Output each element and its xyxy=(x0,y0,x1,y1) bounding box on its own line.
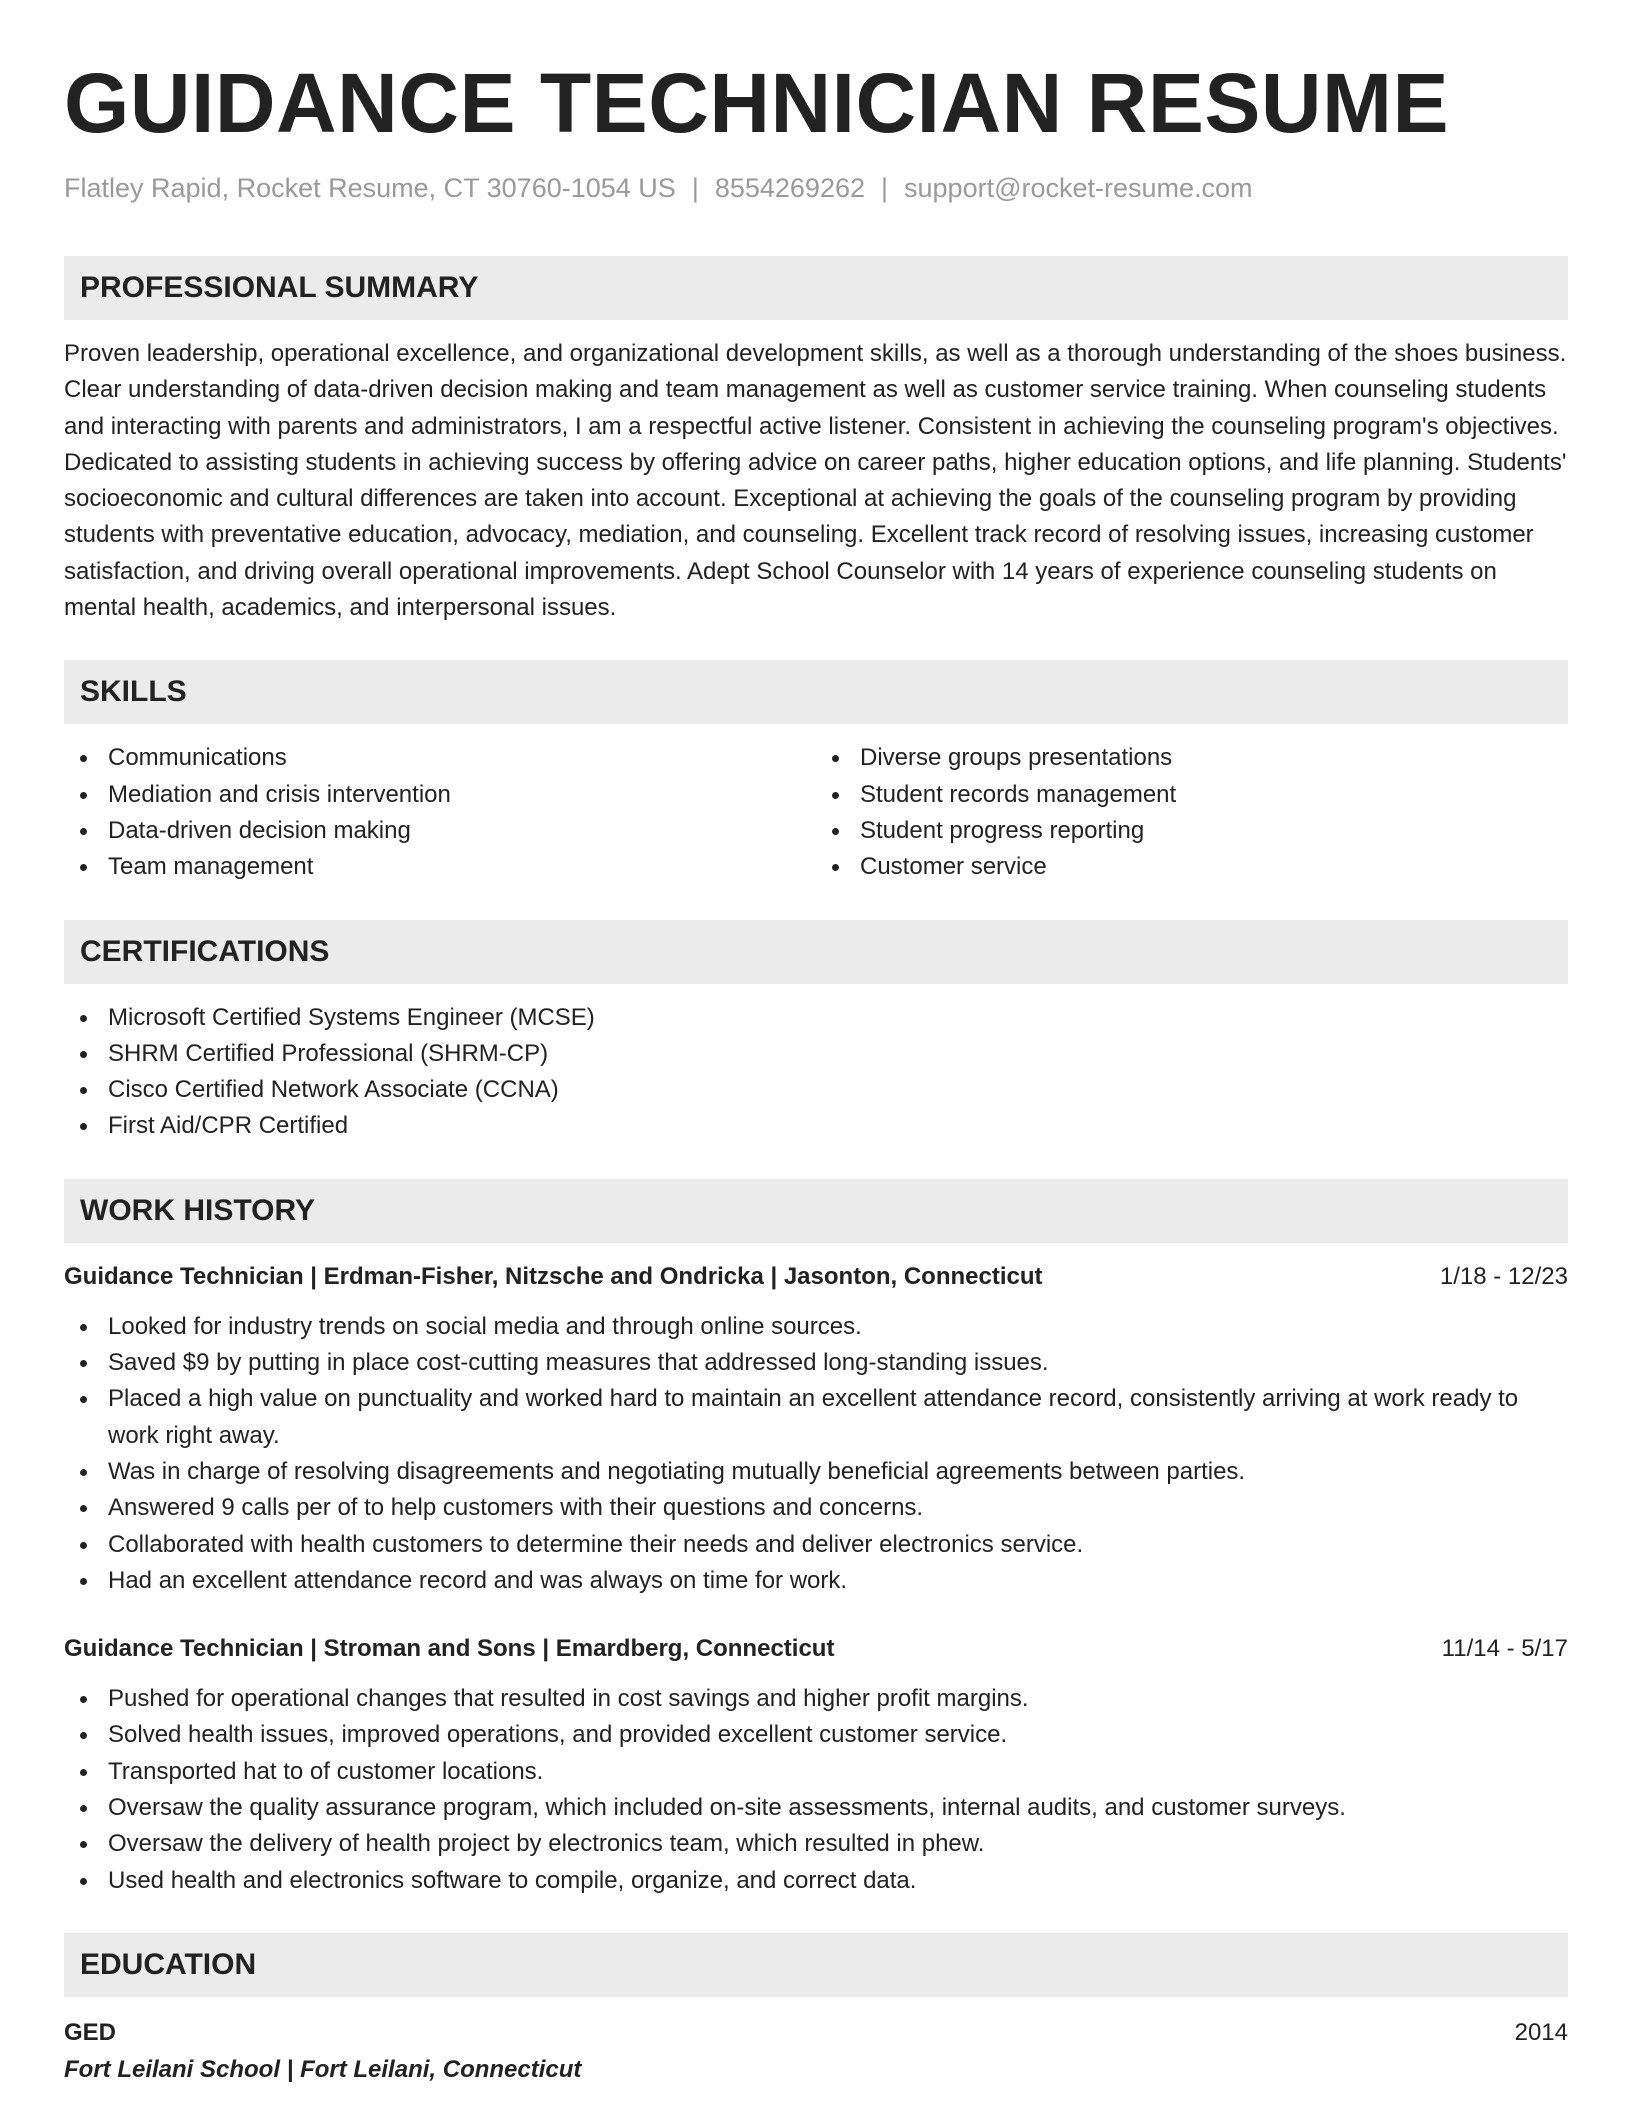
education-heading: EDUCATION xyxy=(64,1933,1568,1997)
skill-item: Diverse groups presentations xyxy=(816,740,1568,776)
summary-text: Proven leadership, operational excellence, and organizational development skills, as well as a thorough understanding of the shoes business. Clear understanding of data-driven decision making and team management as well as customer service training. When counseling students and interacting with parents and administrators, I am a respectful active listener. Consistent in achieving the counseling program's objectives. Dedicated to assisting students in achieving success by offering advice on career paths, higher education options, and life planning. Students' socioeconomic and cultural differences are taken into account. Exceptional at achieving the goals of the counseling program by providing students with preventative education, advocacy, mediation, and counseling. Excellent track record of resolving issues, increasing customer satisfaction, and driving overall operational improvements. Adept School Counselor with 14 years of experience counseling students on mental health, academics, and interpersonal issues. xyxy=(64,340,1567,622)
contact-phone: 8554269262 xyxy=(714,173,865,203)
skills-column-right xyxy=(816,740,1568,885)
resume-title: GUIDANCE TECHNICIAN RESUME xyxy=(64,56,1450,150)
job-bullet: Had an excellent attendance record and was always on time for work. xyxy=(64,1563,1568,1599)
certification-item: SHRM Certified Professional (SHRM-CP) xyxy=(64,1036,1568,1072)
job-bullet: Pushed for operational changes that resulted in cost savings and higher profit margins. xyxy=(64,1681,1568,1717)
contact-separator: | xyxy=(881,173,889,203)
contact-address: Flatley Rapid, Rocket Resume, CT 30760-1054 US xyxy=(64,173,676,203)
skills-list xyxy=(64,740,1568,885)
contact-separator: | xyxy=(691,173,699,203)
skill-item: Communications xyxy=(64,740,816,776)
job-header xyxy=(64,1259,1568,1295)
education-header xyxy=(64,2015,1568,2051)
job-entry xyxy=(64,1631,1568,1899)
skill-item: Student records management xyxy=(816,777,1568,813)
contact-email: support@rocket-resume.com xyxy=(904,173,1253,203)
work-history-heading: WORK HISTORY xyxy=(64,1179,1568,1243)
job-title: Guidance Technician | Erdman-Fisher, Nitzsche and Ondricka | Jasonton, Connecticut xyxy=(64,1262,1043,1290)
contact-line xyxy=(64,168,1568,208)
education-school: Fort Leilani School | Fort Leilani, Connecticut xyxy=(64,2055,582,2083)
job-bullet: Collaborated with health customers to determine their needs and deliver electronics service. xyxy=(64,1527,1568,1563)
job-title: Guidance Technician | Stroman and Sons | Emardberg, Connecticut xyxy=(64,1635,835,1663)
job-entry xyxy=(64,1259,1568,1599)
skills-column-left xyxy=(64,740,816,885)
job-bullet: Placed a high value on punctuality and worked hard to maintain an excellent attendance record, consistently arriving at work ready to work right away. xyxy=(64,1381,1568,1454)
job-bullet: Oversaw the quality assurance program, which included on-site assessments, internal audits, and customer surveys. xyxy=(64,1790,1568,1826)
job-bullet: Answered 9 calls per of to help customers with their questions and concerns. xyxy=(64,1490,1568,1526)
job-bullet: Was in charge of resolving disagreements and negotiating mutually beneficial agreements between parties. xyxy=(64,1454,1568,1490)
certifications-heading: CERTIFICATIONS xyxy=(64,920,1568,984)
job-dates: 11/14 - 5/17 xyxy=(1441,1635,1568,1663)
certification-item: Microsoft Certified Systems Engineer (MCSE) xyxy=(64,1000,1568,1036)
job-bullet: Saved $9 by putting in place cost-cutting measures that addressed long-standing issues. xyxy=(64,1345,1568,1381)
skills-heading: SKILLS xyxy=(64,660,1568,724)
job-bullet: Looked for industry trends on social media and through online sources. xyxy=(64,1309,1568,1345)
job-bullet: Solved health issues, improved operations, and provided excellent customer service. xyxy=(64,1717,1568,1753)
skill-item: Customer service xyxy=(816,849,1568,885)
job-bullets xyxy=(64,1309,1568,1599)
job-dates: 1/18 - 12/23 xyxy=(1439,1262,1568,1290)
skill-item: Data-driven decision making xyxy=(64,813,816,849)
job-bullet: Transported hat to of customer locations. xyxy=(64,1754,1568,1790)
certifications-list xyxy=(64,1000,1568,1145)
job-header xyxy=(64,1631,1568,1667)
job-bullet: Oversaw the delivery of health project by electronics team, which resulted in phew. xyxy=(64,1826,1568,1862)
skill-item: Student progress reporting xyxy=(816,813,1568,849)
skill-item: Team management xyxy=(64,849,816,885)
education-degree: GED xyxy=(64,2018,117,2046)
certification-item: First Aid/CPR Certified xyxy=(64,1108,1568,1144)
certification-item: Cisco Certified Network Associate (CCNA) xyxy=(64,1072,1568,1108)
job-bullet: Used health and electronics software to compile, organize, and correct data. xyxy=(64,1863,1568,1899)
skill-item: Mediation and crisis intervention xyxy=(64,777,816,813)
education-year: 2014 xyxy=(1514,2018,1568,2046)
job-bullets xyxy=(64,1681,1568,1899)
summary-heading: PROFESSIONAL SUMMARY xyxy=(64,256,1568,320)
